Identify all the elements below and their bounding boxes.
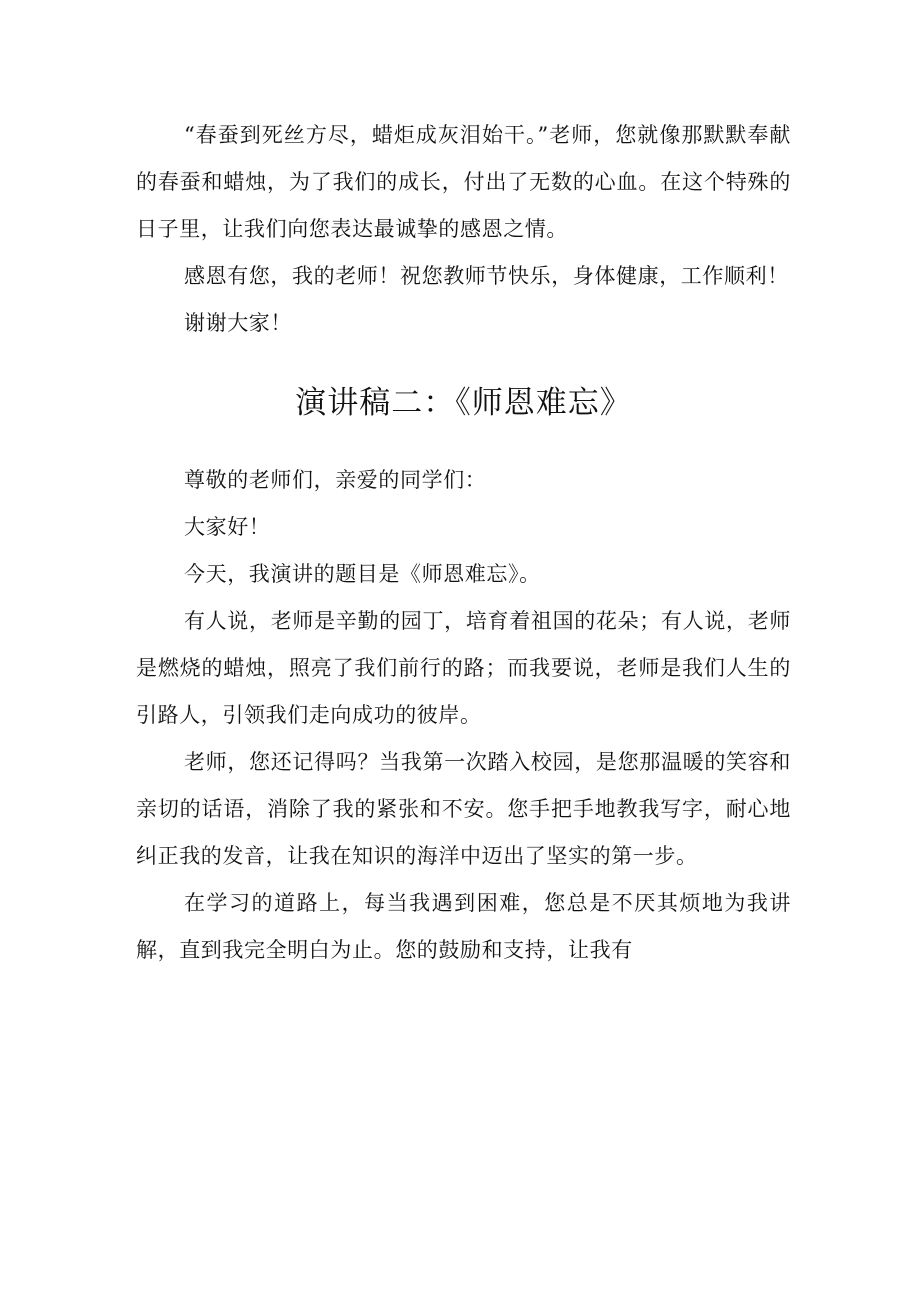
paragraph-first-day: 老师，您还记得吗？当我第一次踏入校园，是您那温暖的笑容和亲切的话语，消除了我的紧张和不安。您手把手地教我写字，耐心地纠正我的发音，让我在知识的海洋中迈出了坚实的第一步。: [136, 750, 791, 868]
paragraph-thank-everyone: 谢谢大家！: [184, 311, 292, 335]
document-body: [136, 112, 791, 974]
speech-title: 演讲稿二：《师恩难忘》: [295, 385, 632, 421]
paragraph-study-road: 在学习的道路上，每当我遇到困难，您总是不厌其烦地为我讲解，直到我完全明白为止。您的鼓励和支持，让我有: [136, 891, 791, 962]
paragraph-topic: 今天，我演讲的题目是《师恩难忘》。: [184, 562, 541, 586]
paragraph-greeting-audience: 尊敬的老师们，亲爱的同学们：: [184, 468, 487, 492]
paragraph-silkworm-quote: “春蚕到死丝方尽，蜡炬成灰泪始干。”老师，您就像那默默奉献的春蚕和蜡烛，为了我们的成长，付出了无数的心血。在这个特殊的日子里，让我们向您表达最诚挚的感恩之情。: [136, 123, 791, 241]
paragraph-hello: 大家好！: [184, 515, 271, 539]
paragraph-teacher-metaphors: 有人说，老师是辛勤的园丁，培育着祖国的花朵；有人说，老师是燃烧的蜡烛，照亮了我们前行的路；而我要说，老师是我们人生的引路人，引领我们走向成功的彼岸。: [136, 609, 791, 727]
paragraph-thanks-teacher: 感恩有您，我的老师！祝您教师节快乐，身体健康，工作顺利！: [184, 264, 789, 288]
